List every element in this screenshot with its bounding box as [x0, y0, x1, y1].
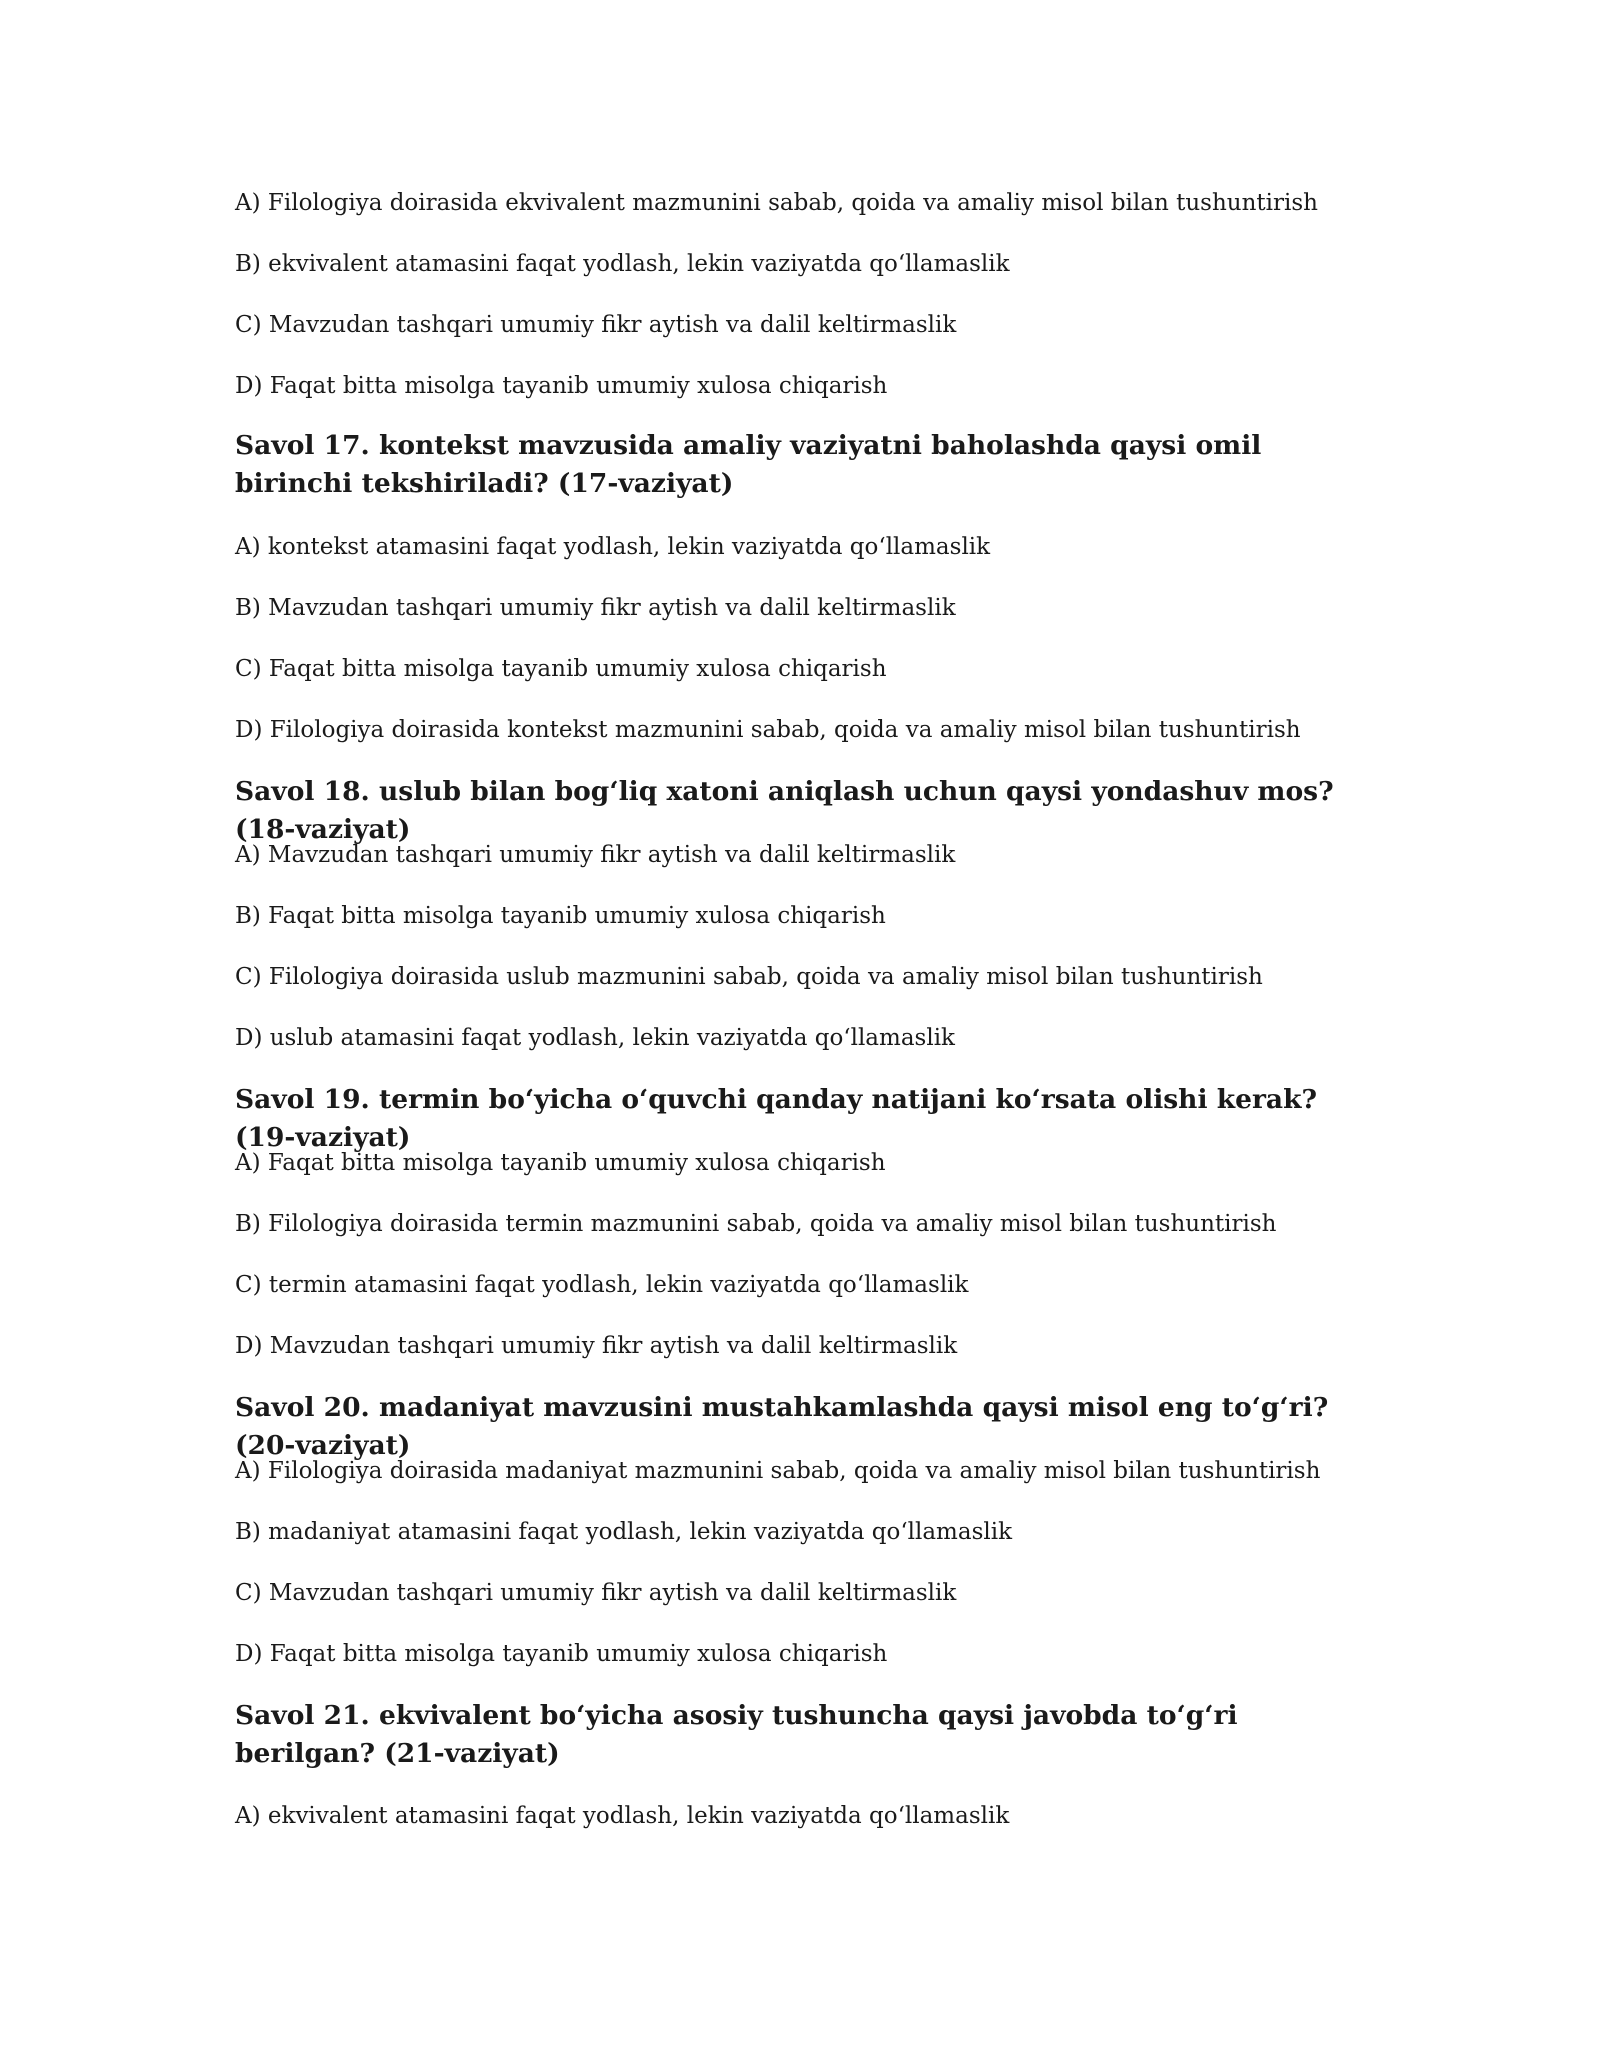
answer-option: A) kontekst atamasini faqat yodlash, lekin vaziyatda qo‘llamaslik — [235, 534, 991, 560]
answer-option: A) Mavzudan tashqari umumiy fikr aytish va dalil keltirmaslik — [235, 842, 956, 868]
answer-option: B) madaniyat atamasini faqat yodlash, lekin vaziyatda qo‘llamaslik — [235, 1519, 1013, 1545]
answer-option: B) Faqat bitta misolga tayanib umumiy xulosa chiqarish — [235, 903, 886, 929]
answer-option: C) Faqat bitta misolga tayanib umumiy xulosa chiqarish — [235, 656, 887, 682]
answer-option: A) Filologiya doirasida ekvivalent mazmunini sabab, qoida va amaliy misol bilan tushuntirish — [235, 190, 1318, 216]
answer-option: D) Faqat bitta misolga tayanib umumiy xulosa chiqarish — [235, 1641, 888, 1667]
answer-option: D) Filologiya doirasida kontekst mazmunini sabab, qoida va amaliy misol bilan tushuntirish — [235, 717, 1301, 743]
answer-option: B) Filologiya doirasida termin mazmunini sabab, qoida va amaliy misol bilan tushuntirish — [235, 1211, 1277, 1237]
answer-option: C) Filologiya doirasida uslub mazmunini sabab, qoida va amaliy misol bilan tushuntirish — [235, 964, 1263, 990]
question-heading: Savol 20. madaniyat mavzusini mustahkamlashda qaysi misol eng to‘g‘ri? (20-vaziyat) — [235, 1392, 1329, 1461]
question-heading: Savol 19. termin bo‘yicha o‘quvchi qanday natijani ko‘rsata olishi kerak? (19-vaziyat) — [235, 1084, 1317, 1153]
answer-option: A) Faqat bitta misolga tayanib umumiy xulosa chiqarish — [235, 1150, 886, 1176]
question-heading: Savol 21. ekvivalent bo‘yicha asosiy tushuncha qaysi javobda to‘g‘ri berilgan? (21-vaziyat) — [235, 1700, 1238, 1769]
answer-option: B) Mavzudan tashqari umumiy fikr aytish va dalil keltirmaslik — [235, 595, 956, 621]
answer-option: C) Mavzudan tashqari umumiy fikr aytish va dalil keltirmaslik — [235, 312, 957, 338]
answer-option: A) ekvivalent atamasini faqat yodlash, lekin vaziyatda qo‘llamaslik — [235, 1803, 1010, 1829]
answer-option: D) uslub atamasini faqat yodlash, lekin vaziyatda qo‘llamaslik — [235, 1025, 955, 1051]
answer-option: C) Mavzudan tashqari umumiy fikr aytish va dalil keltirmaslik — [235, 1580, 957, 1606]
answer-option: D) Mavzudan tashqari umumiy fikr aytish va dalil keltirmaslik — [235, 1333, 958, 1359]
answer-option: D) Faqat bitta misolga tayanib umumiy xulosa chiqarish — [235, 373, 888, 399]
answer-option: B) ekvivalent atamasini faqat yodlash, lekin vaziyatda qo‘llamaslik — [235, 251, 1010, 277]
answer-option: A) Filologiya doirasida madaniyat mazmunini sabab, qoida va amaliy misol bilan tushuntirish — [235, 1458, 1321, 1484]
answer-option: C) termin atamasini faqat yodlash, lekin vaziyatda qo‘llamaslik — [235, 1272, 969, 1298]
question-heading: Savol 18. uslub bilan bog‘liq xatoni aniqlash uchun qaysi yondashuv mos? (18-vaziyat) — [235, 776, 1334, 845]
question-heading: Savol 17. kontekst mavzusida amaliy vaziyatni baholashda qaysi omil birinchi tekshiriladi? (17-vaziyat) — [235, 430, 1262, 499]
